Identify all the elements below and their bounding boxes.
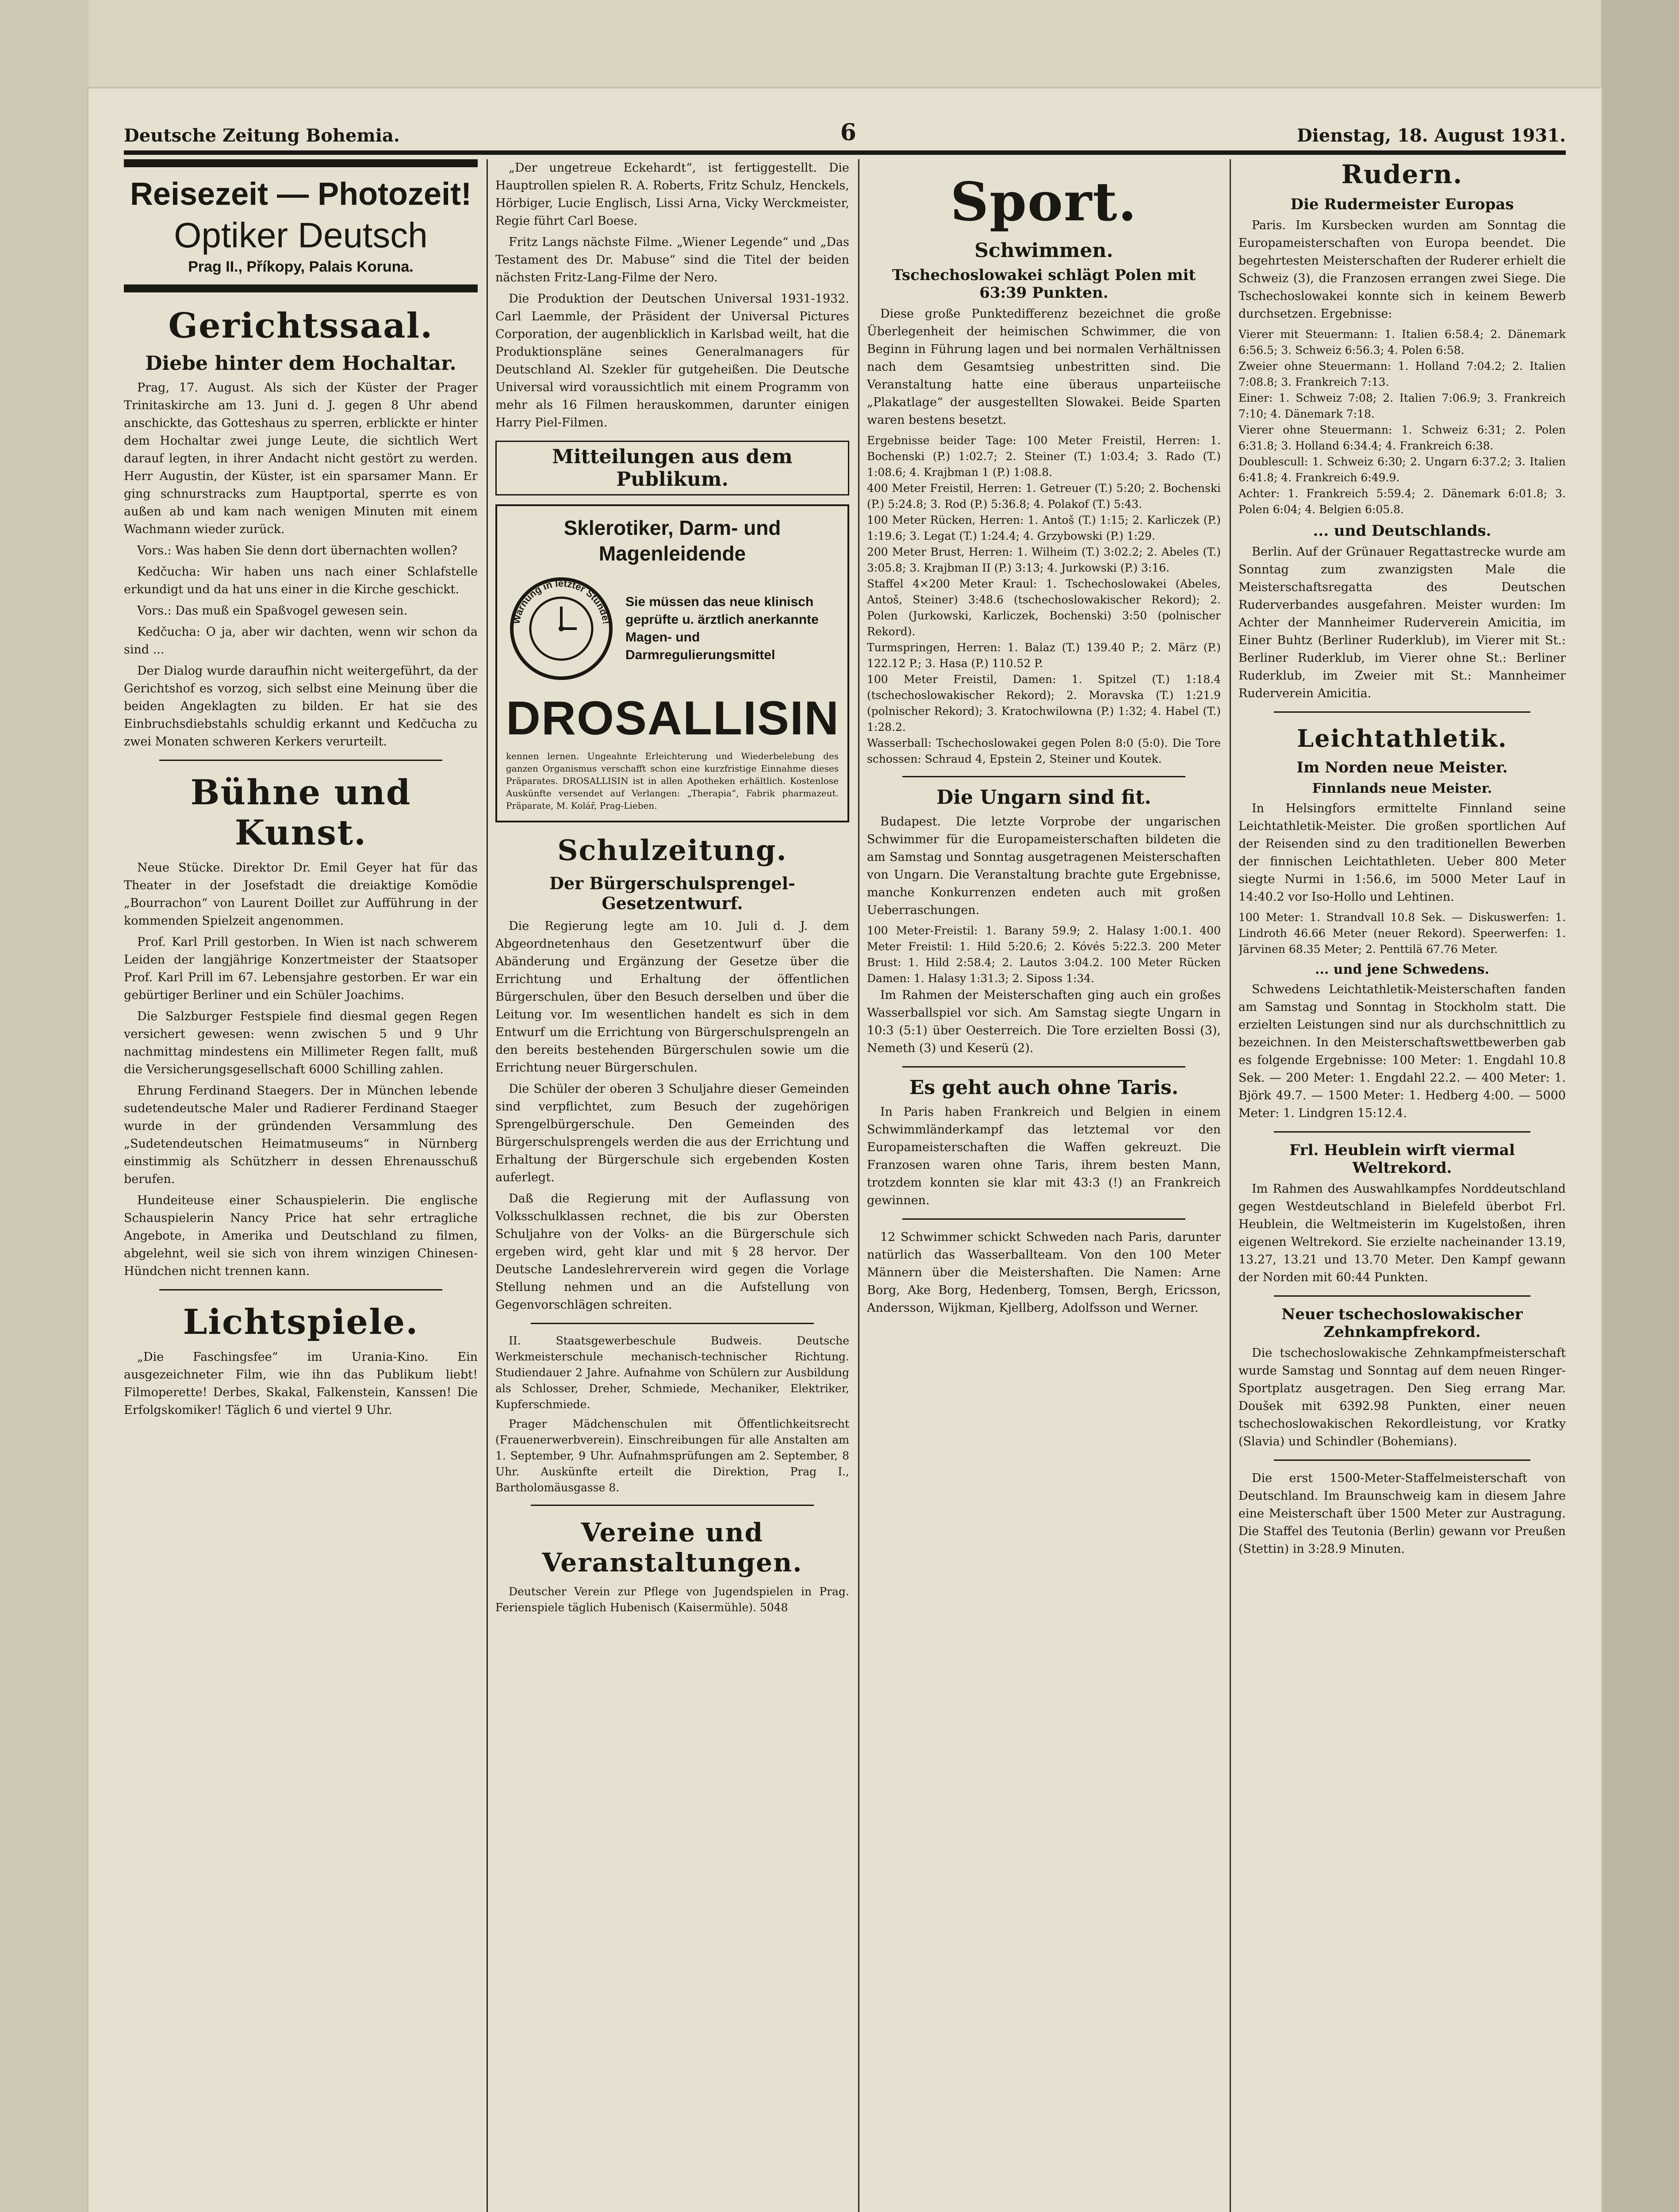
article-title: Tschechoslowakei schlägt Polen mit 63:39 Punkten. <box>892 266 1196 302</box>
section-title-sport: Sport. <box>950 171 1138 233</box>
column-rule <box>858 159 859 2212</box>
divider <box>1274 1459 1530 1461</box>
article-paragraph: Prag, 17. August. Als sich der Küster der Prager Trinitaskirche am 13. Juni d. J. gegen 8 Uhr abend anschickte, das Gotteshaus zu sperren, erblickte er hinter dem Hochaltar zwei junge Leute, die sichtlich Wert darauf legten, in ihrer Andacht nicht gestört zu werden. Herr Augustin, der Küster, ist ein sparsamer Mann. Er ging schnurstracks zum Hauptportal, sperrte es von außen ab und kam nach wenigen Minuten mit einem Wachmann wieder zurück. <box>124 381 478 536</box>
issue-date: Dienstag, 18. August 1931. <box>1296 125 1566 146</box>
article-subtitle: Finnlands neue Meister. <box>1312 781 1492 796</box>
divider <box>159 1289 442 1290</box>
article-title: Es geht auch ohne Taris. <box>909 1076 1179 1099</box>
article-title: Diebe hinter dem Hochaltar. <box>145 352 456 375</box>
article-paragraph: Die Produktion der Deutschen Universal 1931-1932. Carl Laemmle, der Präsident der Universal Pictures Corporation, der augenblicklich in Karlsbad weilt, hat die Produktionspläne seines Generalmanagers für Deutschland Al. Szekler für gutgeheißen. Die Deutsche Universal wird voraussichtlich mit einem Programm von mehr als 16 Filmen herauskommen, darunter einigen Harry Piel-Filmen. <box>495 292 849 430</box>
article-title: Neuer tschechoslowakischer Zehnkampfrekord. <box>1281 1306 1523 1341</box>
article-paragraph: Vors.: Das muß ein Spaßvogel gewesen sein. <box>137 604 408 618</box>
optiker-advertisement <box>124 159 478 292</box>
article-paragraph: Deutscher Verein zur Pflege von Jugendspielen in Prag. Ferienspiele täglich Hubenisch (Kaisermühle). 5048 <box>495 1585 849 1614</box>
section-title-lichtspiele: Lichtspiele. <box>183 1302 419 1342</box>
article-paragraph: Prager Mädchenschulen mit Öffentlichkeitsrecht (Frauenerwerbverein). Einschreibungen für alle Anstalten am 1. September, 9 Uhr. Aufnahmsprüfungen am 2. September, 8 Uhr. Auskünfte erteilt die Direktion, Prag I., Bartholomäusgasse 8. <box>495 1417 849 1494</box>
article-paragraph: Diese große Punktedifferenz bezeichnet die große Überlegenheit der heimischen Schwimmer, die von Beginn in Führung lagen und bei normalen Verhältnissen nach dem Gesamtsieg unbestritten sind. Die Veranstaltung hatte eine überaus unparteiische „Plakatlage“ der ausgestellten Slowakei. Beide Sparten waren bestens besetzt. <box>867 307 1221 427</box>
column-rule <box>1230 159 1231 2212</box>
section-title-schulzeitung: Schulzeitung. <box>557 834 787 867</box>
article-title: Die Ungarn sind fit. <box>936 786 1151 809</box>
mitteilungen-header <box>495 441 849 495</box>
subsection-title-schwimmen: Schwimmen. <box>974 239 1113 262</box>
ad-company: Optiker Deutsch <box>174 215 428 255</box>
article-paragraph: In Paris haben Frankreich und Belgien in einem Schwimmländerkampf das letztemal vor den Europameisterschaften die Waffen gekreuzt. Die Franzosen waren ohne Taris, ihrem besten Mann, trotzdem konnten sie klar mit 43:3 (!) an Frankreich gewinnen. <box>867 1105 1221 1207</box>
result-paragraph: Wasserball: Tschechoslowakei gegen Polen 8:0 (5:0). Die Tore schossen: Schraud 4, Epstein 2, Steiner und Koutek. <box>867 737 1221 765</box>
article-paragraph: Daß die Regierung mit der Auflassung von Volksschulklassen rechnet, die bis zur Obersten Schuljahre von der Volks- an die Bürgerschule sich ergeben wird, geht klar und mit § 28 hervor. Der Deutsche Landeslehrerverein wird gegen die Vorlage Stellung nehmen und an die Aufstellung von Gegenvorschlägen schreiten. <box>495 1192 849 1312</box>
result-paragraph: Einer: 1. Schweiz 7:08; 2. Italien 7:06.9; 3. Frankreich 7:10; 4. Dänemark 7:18. <box>1238 392 1566 420</box>
result-paragraph: 100 Meter: 1. Strandvall 10.8 Sek. — Diskuswerfen: 1. Lindroth 46.66 Meter (neuer Rekord). Speerwerfen: 1. Järvinen 68.35 Meter; 2. Penttilä 67.76 Meter. <box>1238 911 1566 956</box>
ad-slogan: Reisezeit — Photozeit! <box>130 177 472 212</box>
result-paragraph: 200 Meter Brust, Herren: 1. Wilheim (T.) 3:02.2; 2. Abeles (T.) 3:05.8; 3. Krajbman II (P.) 3:13; 4. Jurkowski (P.) 3:16. <box>867 545 1221 574</box>
article-paragraph: Hundeiteuse einer Schauspielerin. Die englische Schauspielerin Nancy Price hat sehr ertragliche Angebote, in Amerika und Deutschland zu filmen, abgelehnt, weil sie sich von ihrem winzigen Chinesen-Hündchen nicht trennen kann. <box>124 1194 478 1278</box>
article-paragraph: Ehrung Ferdinand Staegers. Der in München lebende sudetendeutsche Maler und Radierer Ferdinand Staeger wurde in der gründenden Versammlung des „Sudetendeutschen Heimatmuseums“ in Nürnberg einstimmig als Schützherr in dessen Ehrenausschuß berufen. <box>124 1084 478 1186</box>
article-paragraph: Prof. Karl Prill gestorben. In Wien ist nach schwerem Leiden der langjährige Konzertmeister der Staatsoper Prof. Karl Prill im 67. Lebensjahre gestorben. Er war ein gebürtiger Berliner und ein Schüler Joachims. <box>124 935 478 1002</box>
page-binding-margin <box>0 0 88 2212</box>
paper-name: Deutsche Zeitung Bohemia. <box>124 125 400 146</box>
column-3 <box>867 159 1221 2212</box>
result-paragraph: 100 Meter Rücken, Herren: 1. Antoš (T.) 1:15; 2. Karliczek (P.) 1:19.6; 3. Legat (T.) 1:24.4; 4. Grzybowski (P.) 1:29. <box>867 514 1221 542</box>
result-paragraph: Doublescull: 1. Schweiz 6:30; 2. Ungarn 6:37.2; 3. Italien 6:41.8; 4. Frankreich 6:49.9. <box>1238 455 1566 484</box>
ad-address: Prag II., Příkopy, Palais Koruna. <box>188 258 414 275</box>
result-paragraph: Zweier ohne Steuermann: 1. Holland 7:04.2; 2. Italien 7:08.8; 3. Frankreich 7:13. <box>1238 360 1566 388</box>
result-paragraph: Ergebnisse beider Tage: 100 Meter Freistil, Herren: 1. Bochenski (P.) 1:02.7; 2. Steiner (T.) 1:03.4; 3. Rado (T.) 1:08.6; 4. Krajbman 1 (P.) 1:08.8. <box>867 434 1221 479</box>
article-paragraph: Schwedens Leichtathletik-Meisterschaften fanden am Samstag und Sonntag in Stockholm statt. Die erzielten Leistungen sind nur als durchschnittlich zu bezeichnen. In den Meisterschaftswettbewerben gab es folgende Ergebnisse: 100 Meter: 1. Engdahl 10.8 Sek. — 200 Meter: 1. Engdahl 22.2. — 400 Meter: 1. Björk 49.7. — 1500 Meter: 1. Hedberg 4:00. — 5000 Meter: 1. Lindgren 15:12.4. <box>1238 983 1566 1120</box>
article-paragraph: Kedčucha: Wir haben uns nach einer Schlafstelle erkundigt und da hat uns einer in die Kirche geschickt. <box>124 565 478 596</box>
clock-icon <box>506 573 617 684</box>
article-paragraph: 12 Schwimmer schickt Schweden nach Paris, darunter natürlich das Wasserballteam. Von den 100 Meter Männern über die Meistershaften. Die Namen: Arne Borg, Ake Borg, Hedenberg, Tomsen, Bergh, Ericsson, Andersson, Wijkman, Kjellberg, Adolfsson und Werner. <box>867 1230 1221 1315</box>
result-paragraph: 100 Meter-Freistil: 1. Barany 59.9; 2. Halasy 1:00.1. 400 Meter Freistil: 1. Hild 5:20.6; 2. Kóvés 5:22.3. 200 Meter Brust: 1. Hild 2:58.4; 2. Lautos 3:04.2. 100 Meter Rücken Damen: 1. Halasy 1:31.3; 2. Siposs 1:34. <box>867 924 1221 985</box>
drosallisin-advertisement <box>495 504 849 822</box>
column-4 <box>1238 159 1566 2212</box>
article-paragraph: II. Staatsgewerbeschule Budweis. Deutsche Werkmeisterschule mechanisch-technischer Richtung. Studiendauer 2 Jahre. Aufnahme von Schülern zur Ausbildung als Schlosser, Dreher, Schmiede, Mechaniker, Elektriker, Kupferschmiede. <box>495 1334 849 1411</box>
result-paragraph: 400 Meter Freistil, Herren: 1. Getreuer (T.) 5:20; 2. Bochenski (P.) 5:24.8; 3. Rod (P.) 5:36.8; 4. Polakof (T.) 5:43. <box>867 482 1221 511</box>
column-2 <box>495 159 849 2212</box>
ad-fineprint: kennen lernen. Ungeahnte Erleichterung und Wiederbelebung des ganzen Organismus verschafft schon eine kurzfristige Einnahme dieses Präparates. DROSALLISIN ist in allen Apotheken erhältlich. Kostenlose Auskünfte versendet auf Verlangen: „Therapia“, Fabrik pharmazeut. Präparate, M. Kolář, Prag-Lieben. <box>506 751 839 811</box>
section-title-vereine: Vereine und Veranstaltungen. <box>542 1517 803 1578</box>
section-title-buehne: Bühne und Kunst. <box>190 772 411 853</box>
ad-headline: Sklerotiker, Darm- und Magenleidende <box>564 516 781 565</box>
divider <box>1274 1295 1530 1297</box>
result-paragraph: 100 Meter Freistil, Damen: 1. Spitzel (T.) 1:18.4 (tschechoslowakischer Rekord); 2. Moravska (T.) 1:21.9 (polnischer Rekord); 3. Kratochwilowna (P.) 1:32; 4. Habel (T.) 1:28.2. <box>867 673 1221 733</box>
page-number: 6 <box>840 119 856 146</box>
article-title: Im Norden neue Meister. <box>1296 759 1508 776</box>
article-paragraph: Paris. Im Kursbecken wurden am Sonntag die Europameisterschaften von Europa beendet. Die begehrtesten Meisterschaften der Ruderer erhielt die Schweiz (3), die Franzosen errangen zwei Siege. Die Tschechoslowakei konnte sich in keinem Bewerb durchsetzen. Ergebnisse: <box>1238 219 1566 321</box>
article-paragraph: Berlin. Auf der Grünauer Regattastrecke wurde am Sonntag zum zwanzigsten Male die Meisterschaftsregatta des Deutschen Ruderverbandes ausgefahren. Meister wurden: Im Achter der Mannheimer Ruderverein Amicitia, im Einer Buhtz (Berliner Ruderklub), im Vierer mit St.: Berliner Ruderklub, im Vierer ohne St.: Berliner Ruderklub, im Zweier mit St.: Mannheimer Ruderverein Amicitia. <box>1238 545 1566 700</box>
article-subtitle: ... und jene Schwedens. <box>1315 962 1489 977</box>
article-paragraph: In Helsingfors ermittelte Finnland seine Leichtathletik-Meister. Die großen sportlichen Auf der Reisenden sind zu den traditionellen Bewerben der finnischen Leichtathleten. Ueber 800 Meter siegte Nurmi in 1:56.6, im 5000 Meter Lauf in 14:40.2 vor Iso-Hollo und Lehtinen. <box>1238 802 1566 904</box>
article-paragraph: Im Rahmen des Auswahlkampfes Norddeutschland gegen Westdeutschland in Bielefeld überbot Frl. Heublein, die Weltmeisterin im Kugelstoßen, ihren eigenen Weltrekord. Sie erzielte nacheinander 13.19, 13.27, 13.21 und 13.70 Meter. Den Kampf gewann der Norden mit 60:44 Punkten. <box>1238 1182 1566 1284</box>
result-paragraph: Achter: 1. Frankreich 5:59.4; 2. Dänemark 6:01.8; 3. Polen 6:04; 4. Belgien 6:05.8. <box>1238 487 1566 516</box>
section-title-leichtathletik: Leichtathletik. <box>1297 724 1507 753</box>
column-rule <box>487 159 488 2212</box>
result-paragraph: Turmspringen, Herren: 1. Balaz (T.) 139.40 P.; 2. März (P.) 122.12 P.; 3. Hasa (P.) 110.52 P. <box>867 641 1221 670</box>
article-paragraph: Fritz Langs nächste Filme. „Wiener Legende“ und „Das Testament des Dr. Mabuse“ sind die Titel der beiden nächsten Fritz-Lang-Filme der Nero. <box>495 235 849 284</box>
article-title: Frl. Heublein wirft viermal Weltrekord. <box>1289 1141 1515 1177</box>
ad-description: Sie müssen das neue klinisch geprüfte u. ärztlich anerkannte Magen- und Darmregulierungsmittel <box>625 595 819 662</box>
page-edge-shadow <box>1601 0 1679 2212</box>
divider <box>902 1066 1185 1068</box>
divider <box>159 760 442 761</box>
column-1 <box>124 159 478 2212</box>
article-title: Der Bürgerschulsprengel-Gesetzentwurf. <box>549 873 795 913</box>
divider <box>1274 711 1530 713</box>
newspaper-page <box>88 88 1601 2212</box>
article-paragraph: „Der ungetreue Eckehardt“, ist fertiggestellt. Die Hauptrollen spielen R. A. Roberts, Fritz Schulz, Henckels, Hörbiger, Lucie Englisch, Lissi Arna, Vicky Werckmeister, Regie führt Carl Boese. <box>495 161 849 228</box>
article-paragraph: Die Regierung legte am 10. Juli d. J. dem Abgeordnetenhaus den Gesetzentwurf über die Abänderung und Ergänzung der Gesetze über die Errichtung und Erhaltung der öffentlichen Bürgerschulen, über den Besuch derselben und über die Leitung vor. Im wesentlichen handelt es sich in dem Entwurf um die Errichtung von Bürgerschulsprengeln an den bereits bestehenden Bürgerschulen sowie um die Errichtung neuer Bürgerschulen. <box>495 919 849 1075</box>
article-paragraph: Die erst 1500-Meter-Staffelmeisterschaft von Deutschland. Im Braunschweig kam in diesem Jahre eine Meisterschaft über 1500 Meter zur Austragung. Die Staffel des Teutonia (Berlin) gewann vor Preußen (Stettin) in 3:28.9 Minuten. <box>1238 1471 1566 1556</box>
result-paragraph: Vierer mit Steuermann: 1. Italien 6:58.4; 2. Dänemark 6:56.5; 3. Schweiz 6:56.3; 4. Polen 6:58. <box>1238 328 1566 357</box>
divider <box>531 1505 814 1506</box>
divider <box>902 1218 1185 1220</box>
page-header <box>124 115 1566 155</box>
article-paragraph: Budapest. Die letzte Vorprobe der ungarischen Schwimmer für die Europameisterschaften bildeten die am Samstag und Sonntag ausgetragenen Meisterschaften von Ungarn. Die Veranstaltung brachte gute Ergebnisse, manche Konkurrenzen endeten auch mit großen Ueberraschungen. <box>867 815 1221 917</box>
article-paragraph: Der Dialog wurde daraufhin nicht weitergeführt, da der Gerichtshof es vorzog, sich selbst eine Meinung über die beiden Angeklagten zu bilden. Er hat sie des Einbruchsdiebstahls schuldig erkannt und Kedčucha zu zwei Monaten schweren Kerkers verurteilt. <box>124 664 478 749</box>
section-title-rudern: Rudern. <box>1341 159 1463 189</box>
article-paragraph: Die Schüler der oberen 3 Schuljahre dieser Gemeinden sind verpflichtet, zum Besuch der zugehörigen Sprengelbürgerschule. Den Gemeinden des Bürgerschulsprengels werden die aus der Errichtung und Erhaltung der Bürgerschule sich ergebenden Kosten auferlegt. <box>495 1082 849 1184</box>
ad-brand: DROSALLISIN <box>506 691 840 745</box>
article-paragraph: Vors.: Was haben Sie denn dort übernachten wollen? <box>137 544 457 557</box>
article-paragraph: Im Rahmen der Meisterschaften ging auch ein großes Wasserballspiel vor sich. Am Samstag siegte Ungarn in 10:3 (5:1) über Oesterreich. Die Tore erzielten Bossi (3), Nemeth (3) und Keserü (2). <box>867 988 1221 1055</box>
article-title: ... und Deutschlands. <box>1313 522 1491 540</box>
article-paragraph: Die Salzburger Festspiele find diesmal gegen Regen versichert gewesen: wenn zwischen 5 und 9 Uhr nachmittag mindestens ein Millimeter Regen fallt, muß die Versicherungsgesellschaft 6000 Schilling zahlen. <box>124 1010 478 1076</box>
article-paragraph: „Die Faschingsfee“ im Urania-Kino. Ein ausgezeichneter Film, wie ihn das Publikum liebt! Filmoperette! Derbes, Skakal, Falkenstein, Kanssen! Die Erfolgskomiker! Täglich 6 und viertel 9 Uhr. <box>124 1350 478 1417</box>
result-paragraph: Vierer ohne Steuermann: 1. Schweiz 6:31; 2. Polen 6:31.8; 3. Holland 6:34.4; 4. Frankreich 6:38. <box>1238 423 1566 452</box>
section-title-gerichtssaal: Gerichtssaal. <box>168 306 433 346</box>
clock-caption: Warnung in letzter Stunde! <box>510 577 612 625</box>
divider <box>902 776 1185 777</box>
mitteilungen-title: Mitteilungen aus dem Publikum. <box>552 445 793 491</box>
article-paragraph: Kedčucha: O ja, aber wir dachten, wenn wir schon da sind ... <box>124 625 478 657</box>
article-title: Die Rudermeister Europas <box>1290 196 1514 213</box>
divider <box>531 1323 814 1324</box>
article-paragraph: Die tschechoslowakische Zehnkampfmeisterschaft wurde Samstag und Sonntag auf dem neuen Ringer-Sportplatz ausgetragen. Den Sieg errang Mar. Doušek mit 6392.98 Punkten, einer neuen tschechoslowakischen Rekordleistung, vor Kratky (Slavia) und Schindler (Bohemians). <box>1238 1346 1566 1448</box>
divider <box>1274 1131 1530 1133</box>
article-paragraph: Neue Stücke. Direktor Dr. Emil Geyer hat für das Theater in der Josefstadt die dreiaktige Komödie „Bourrachon“ von Laurent Doillet zur Aufführung in der kommenden Spielzeit angenommen. <box>124 861 478 928</box>
result-paragraph: Staffel 4×200 Meter Kraul: 1. Tschechoslowakei (Abeles, Antoš, Steiner) 3:48.6 (tschechoslowakischer Rekord); 2. Polen (Jurkowski, Karliczek, Bochenski) 3:50 (polnischer Rekord). <box>867 577 1221 638</box>
